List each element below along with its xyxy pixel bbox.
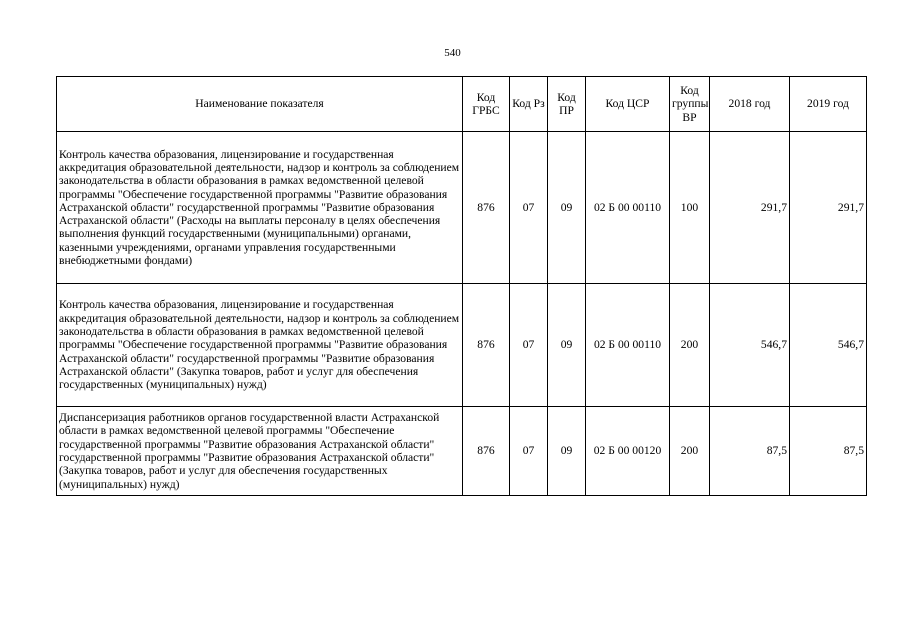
cell-pr: 09 [548, 132, 586, 284]
cell-name: Контроль качества образования, лицензирование и государственная аккредитация образовательной деятельности, надзор и контроль за соблюдением законодательства в области образования в рамках ведомственной целевой программы "Обеспечение государственной программы "Развитие образования Астраханской области" государственной программы "Развитие образования Астраханской области" (Расходы на выплаты персоналу в целях обеспечения выполнения функций государственными (муниципальными) органами, казенными учреждениями, органами управления государственными внебюджетными фондами) [57, 132, 463, 284]
column-header-csr: Код ЦСР [586, 77, 670, 132]
cell-grbs: 876 [463, 132, 510, 284]
cell-rz: 07 [510, 407, 548, 496]
cell-vr: 100 [670, 132, 710, 284]
cell-2019: 291,7 [790, 132, 867, 284]
cell-2019: 87,5 [790, 407, 867, 496]
cell-2018: 87,5 [710, 407, 790, 496]
budget-table [56, 76, 867, 496]
page-number: 540 [444, 47, 461, 59]
column-header-grbs: Код ГРБС [463, 77, 510, 132]
cell-csr: 02 Б 00 00120 [586, 407, 670, 496]
cell-grbs: 876 [463, 407, 510, 496]
table-header-row [57, 77, 867, 132]
column-header-2019: 2019 год [790, 77, 867, 132]
cell-vr: 200 [670, 284, 710, 407]
cell-rz: 07 [510, 284, 548, 407]
column-header-2018: 2018 год [710, 77, 790, 132]
column-header-vr: Код группы ВР [670, 77, 710, 132]
column-header-name: Наименование показателя [57, 77, 463, 132]
table-row [57, 132, 867, 284]
table-row [57, 407, 867, 496]
cell-vr: 200 [670, 407, 710, 496]
cell-csr: 02 Б 00 00110 [586, 132, 670, 284]
cell-name: Контроль качества образования, лицензирование и государственная аккредитация образовательной деятельности, надзор и контроль за соблюдением законодательства в области образования в рамках ведомственной целевой программы "Обеспечение государственной программы "Развитие образования Астраханской области" государственной программы "Развитие образования Астраханской области" (Закупка товаров, работ и услуг для обеспечения государственных (муниципальных) нужд) [57, 284, 463, 407]
cell-2018: 546,7 [710, 284, 790, 407]
table-row [57, 284, 867, 407]
cell-pr: 09 [548, 284, 586, 407]
cell-2019: 546,7 [790, 284, 867, 407]
column-header-rz: Код Рз [510, 77, 548, 132]
cell-grbs: 876 [463, 284, 510, 407]
cell-2018: 291,7 [710, 132, 790, 284]
cell-pr: 09 [548, 407, 586, 496]
cell-csr: 02 Б 00 00110 [586, 284, 670, 407]
cell-name: Диспансеризация работников органов государственной власти Астраханской области в рамках ведомственной целевой программы "Обеспечение государственной программы "Развитие образования Астраханской области" государственной программы "Развитие образования Астраханской области" (Закупка товаров, работ и услуг для обеспечения государственных (муниципальных) нужд) [57, 407, 463, 496]
cell-rz: 07 [510, 132, 548, 284]
column-header-pr: Код ПР [548, 77, 586, 132]
